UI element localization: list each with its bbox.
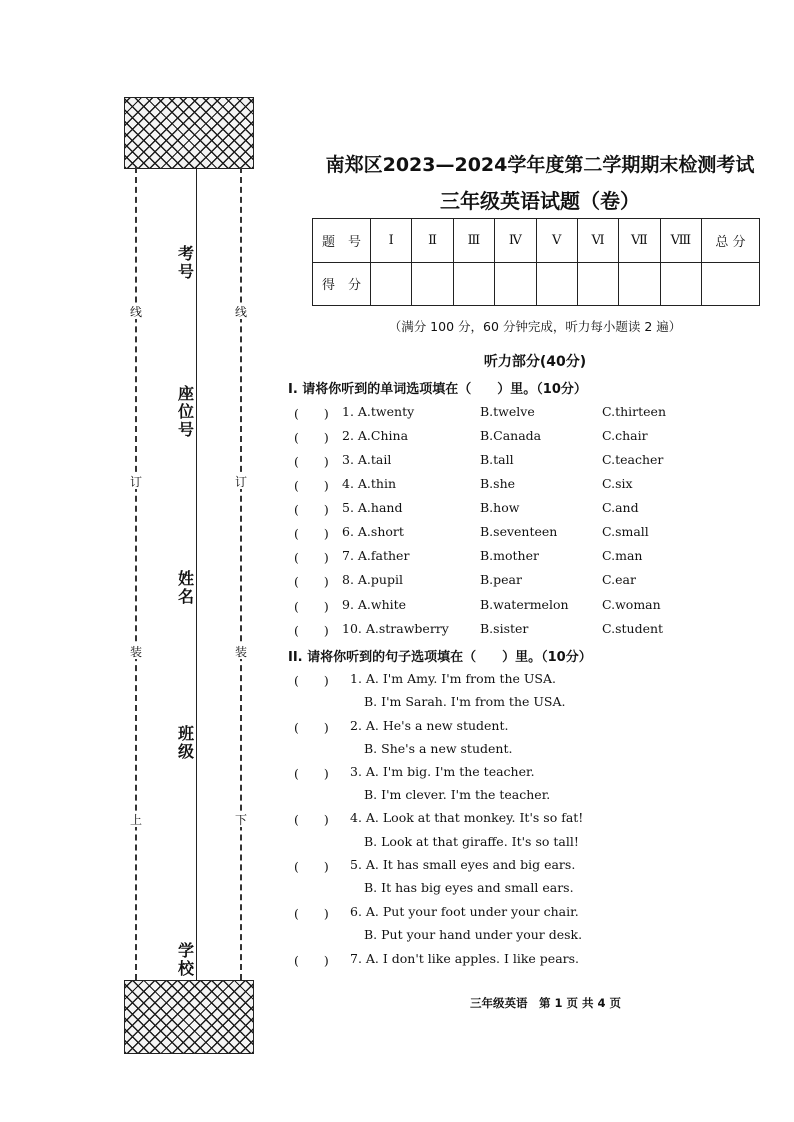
exam-note: （满分 100 分，60 分钟完成，听力每小题读 2 遍） (388, 319, 682, 334)
option-a: 7. A.father (342, 548, 410, 563)
sentence-option-a: 3. A. I'm big. I'm the teacher. (350, 764, 535, 779)
field-class-label: 班级 (177, 724, 194, 761)
option-c: C.ear (602, 572, 636, 587)
binding-char-left-2: 订 (129, 475, 142, 489)
score-table-header-row (313, 219, 760, 263)
score-table (312, 218, 760, 306)
option-c: C.thirteen (602, 404, 667, 419)
binding-char-right-2: 订 (234, 475, 247, 489)
option-a: 9. A.white (342, 597, 407, 612)
field-line (196, 167, 197, 980)
score-table-header: Ⅰ (371, 219, 412, 263)
sentence-option-a: 7. A. I don't like apples. I like pears. (350, 951, 580, 966)
binding-char-right-1: 线 (234, 305, 247, 319)
section-1-heading: I. 请将你听到的单词选项填在（ ）里。（10分） (288, 382, 587, 397)
exam-subtitle: 三年级英语试题（卷） (440, 189, 640, 213)
option-b: B.pear (480, 572, 522, 587)
score-table-header: Ⅵ (577, 219, 618, 263)
score-cell[interactable] (495, 262, 536, 306)
answer-blank[interactable]: ( ) (294, 953, 329, 968)
page-footer: 三年级英语 第 1 页 共 4 页 (470, 996, 622, 1010)
option-c: C.six (602, 476, 633, 491)
score-table-header: 题 号 (313, 219, 371, 263)
field-seat-number-label: 座位号 (177, 384, 194, 439)
option-c: C.small (602, 524, 649, 539)
sentence-option-a: 2. A. He's a new student. (350, 718, 509, 733)
answer-blank[interactable]: ( ) (294, 812, 329, 827)
score-table-header: Ⅷ (660, 219, 701, 263)
binding-char-right-4: 下 (234, 813, 247, 827)
option-a: 6. A.short (342, 524, 404, 539)
sentence-option-b: B. It has big eyes and small ears. (364, 880, 574, 895)
field-name-label: 姓名 (177, 569, 194, 606)
option-b: B.Canada (480, 428, 542, 443)
exam-title: 南郑区2023—2024学年度第二学期期末检测考试 (325, 154, 755, 176)
answer-blank[interactable]: ( ) (294, 526, 329, 541)
score-table-header: Ⅱ (412, 219, 453, 263)
option-c: C.man (602, 548, 643, 563)
sentence-option-b: B. I'm Sarah. I'm from the USA. (364, 694, 566, 709)
option-b: B.tall (480, 452, 514, 467)
option-b: B.seventeen (480, 524, 558, 539)
binding-char-left-3: 装 (129, 645, 142, 659)
score-row-label: 得 分 (313, 262, 371, 306)
answer-blank[interactable]: ( ) (294, 478, 329, 493)
option-a: 5. A.hand (342, 500, 403, 515)
score-cell[interactable] (453, 262, 494, 306)
sentence-option-b: B. Put your hand under your desk. (364, 927, 583, 942)
answer-blank[interactable]: ( ) (294, 766, 329, 781)
option-c: C.chair (602, 428, 648, 443)
hatched-block-top (124, 97, 254, 169)
answer-blank[interactable]: ( ) (294, 454, 329, 469)
score-cell[interactable] (660, 262, 701, 306)
option-b: B.watermelon (480, 597, 569, 612)
answer-blank[interactable]: ( ) (294, 859, 329, 874)
sentence-option-a: 5. A. It has small eyes and big ears. (350, 857, 576, 872)
option-b: B.how (480, 500, 520, 515)
option-a: 10. A.strawberry (342, 621, 449, 636)
score-table-score-row (313, 262, 760, 306)
score-table-header: Ⅶ (619, 219, 660, 263)
section-2-heading: II. 请将你听到的句子选项填在（ ）里。（10分） (288, 650, 592, 665)
binding-char-left-4: 上 (129, 813, 142, 827)
option-c: C.and (602, 500, 639, 515)
binding-char-right-3: 装 (234, 645, 247, 659)
score-table-header: Ⅴ (536, 219, 577, 263)
listening-part-title: 听力部分(40分) (483, 354, 587, 370)
hatched-block-bottom (124, 980, 254, 1054)
binding-line-right (240, 167, 242, 980)
score-cell[interactable] (577, 262, 618, 306)
option-b: B.mother (480, 548, 539, 563)
answer-blank[interactable]: ( ) (294, 406, 329, 421)
field-exam-number-label: 考号 (177, 244, 194, 281)
answer-blank[interactable]: ( ) (294, 502, 329, 517)
score-cell[interactable] (371, 262, 412, 306)
option-c: C.woman (602, 597, 661, 612)
field-school-label: 学校 (177, 941, 194, 978)
score-cell[interactable] (619, 262, 660, 306)
score-table-header: Ⅳ (495, 219, 536, 263)
score-cell[interactable] (702, 262, 760, 306)
option-c: C.student (602, 621, 664, 636)
option-a: 3. A.tail (342, 452, 392, 467)
binding-char-left-1: 线 (129, 305, 142, 319)
score-table-header: 总 分 (702, 219, 760, 263)
option-c: C.teacher (602, 452, 664, 467)
option-a: 2. A.China (342, 428, 409, 443)
score-cell[interactable] (536, 262, 577, 306)
option-b: B.she (480, 476, 516, 491)
option-a: 4. A.thin (342, 476, 397, 491)
answer-blank[interactable]: ( ) (294, 430, 329, 445)
answer-blank[interactable]: ( ) (294, 550, 329, 565)
sentence-option-b: B. Look at that giraffe. It's so tall! (364, 834, 579, 849)
option-b: B.twelve (480, 404, 535, 419)
binding-line-left (135, 167, 137, 980)
answer-blank[interactable]: ( ) (294, 623, 329, 638)
sentence-option-a: 1. A. I'm Amy. I'm from the USA. (350, 671, 556, 686)
answer-blank[interactable]: ( ) (294, 720, 329, 735)
option-a: 8. A.pupil (342, 572, 403, 587)
answer-blank[interactable]: ( ) (294, 673, 329, 688)
option-b: B.sister (480, 621, 529, 636)
score-table-header: Ⅲ (453, 219, 494, 263)
sentence-option-b: B. I'm clever. I'm the teacher. (364, 787, 551, 802)
sentence-option-a: 4. A. Look at that monkey. It's so fat! (350, 810, 584, 825)
score-cell[interactable] (412, 262, 453, 306)
answer-blank[interactable]: ( ) (294, 599, 329, 614)
sentence-option-a: 6. A. Put your foot under your chair. (350, 904, 579, 919)
answer-blank[interactable]: ( ) (294, 906, 329, 921)
option-a: 1. A.twenty (342, 404, 415, 419)
answer-blank[interactable]: ( ) (294, 574, 329, 589)
sentence-option-b: B. She's a new student. (364, 741, 513, 756)
